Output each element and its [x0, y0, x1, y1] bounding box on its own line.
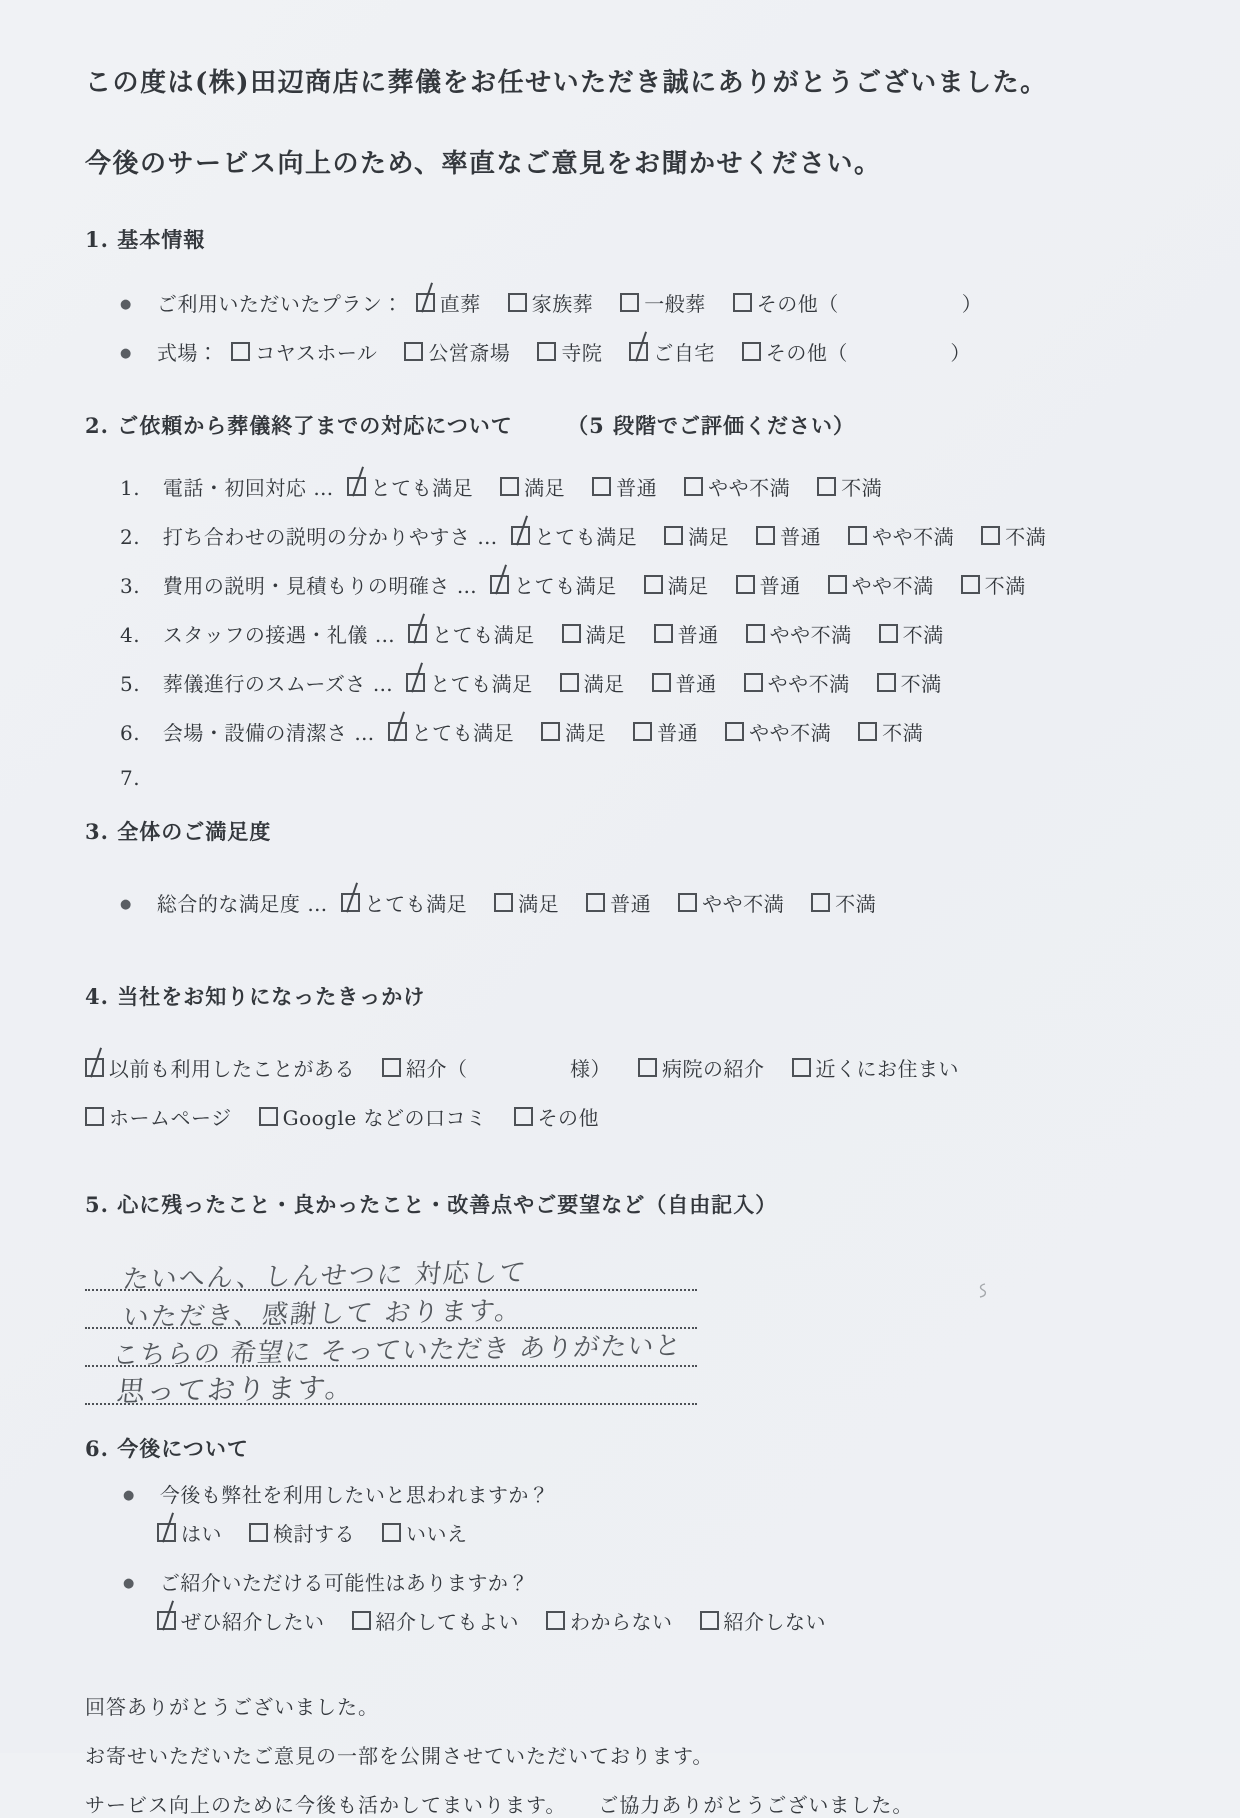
- checkbox-unchecked[interactable]: [654, 624, 673, 643]
- section1-title: 1. 基本情報: [85, 227, 206, 252]
- option: [341, 892, 468, 916]
- option: [733, 292, 983, 316]
- checkbox-unchecked[interactable]: [961, 575, 980, 594]
- handwriting-line: [85, 1253, 697, 1296]
- checkbox-unchecked[interactable]: [858, 722, 877, 741]
- checkbox-unchecked[interactable]: [652, 673, 671, 692]
- form-row: [120, 337, 1170, 366]
- option: [858, 721, 923, 745]
- rating-row: [120, 472, 1170, 501]
- rating-row: [120, 521, 1170, 550]
- rating-row: [120, 717, 1170, 746]
- checkbox-unchecked[interactable]: [742, 342, 761, 361]
- checkbox-checked[interactable]: [388, 722, 407, 741]
- checkbox-unchecked[interactable]: [231, 342, 250, 361]
- option: [817, 476, 882, 500]
- rating-row: [120, 668, 1170, 697]
- option-label: 普通: [610, 892, 652, 916]
- option: [877, 672, 942, 696]
- rating-options: [408, 623, 971, 647]
- handwritten-text: 思っております。: [115, 1370, 357, 1409]
- section3-title: 3. 全体のご満足度: [85, 819, 272, 844]
- overall-satisfaction-row: [120, 888, 1170, 917]
- option: [382, 1057, 611, 1081]
- option: [404, 341, 510, 365]
- checkbox-checked[interactable]: [408, 624, 427, 643]
- option: [408, 623, 535, 647]
- footer-line: サービス向上のために今後も活かしてまいります。 ご協力ありがとうございました。: [85, 1793, 914, 1817]
- checkbox-unchecked[interactable]: [877, 673, 896, 692]
- row-options: [157, 1522, 495, 1546]
- option-label: 不満: [882, 721, 924, 745]
- handwritten-text: たいへん、しんせつに 対応して: [121, 1257, 529, 1296]
- header-line-2: 今後のサービス向上のため、率直なご意見をお聞かせください。: [85, 149, 882, 179]
- checkbox-checked[interactable]: [85, 1058, 104, 1077]
- rating-label: 打ち合わせの説明の分かりやすさ …: [162, 525, 498, 549]
- option: [654, 623, 719, 647]
- section6-questions: [85, 1479, 1170, 1635]
- checkbox-unchecked[interactable]: [817, 477, 836, 496]
- option: [514, 1106, 600, 1130]
- question-label-row: [123, 1567, 1170, 1596]
- option: [85, 1106, 232, 1130]
- option: [629, 341, 715, 365]
- rating-row: [120, 766, 1170, 790]
- footer: [85, 1691, 1170, 1818]
- option-label: 公営斎場: [428, 341, 511, 365]
- option: [736, 574, 801, 598]
- checkbox-unchecked[interactable]: [828, 575, 847, 594]
- option-label: その他（ ）: [765, 341, 971, 365]
- section4-rows: [85, 1053, 1170, 1131]
- checkbox-unchecked[interactable]: [546, 1611, 565, 1630]
- option-label: 満足: [524, 476, 566, 500]
- checkbox-checked[interactable]: [406, 673, 425, 692]
- option: [811, 892, 876, 916]
- row-label: ご利用いただいたプラン：: [156, 292, 403, 316]
- option-label: やや不満: [851, 574, 934, 598]
- option-label: 検討する: [273, 1522, 355, 1546]
- option-label: 満足: [667, 574, 709, 598]
- bullet-icon: ●: [120, 897, 132, 912]
- option: [500, 476, 565, 500]
- checkbox-unchecked[interactable]: [249, 1523, 268, 1542]
- bullet-icon: ●: [120, 297, 132, 312]
- checkbox-unchecked[interactable]: [500, 477, 519, 496]
- option-label: 不満: [1005, 525, 1047, 549]
- option: [684, 476, 790, 500]
- option: [961, 574, 1026, 598]
- option: [620, 292, 706, 316]
- option-label: 満足: [688, 525, 730, 549]
- option-label: 普通: [657, 721, 699, 745]
- checkbox-unchecked[interactable]: [382, 1058, 401, 1077]
- option: [85, 1057, 355, 1081]
- checkbox-unchecked[interactable]: [494, 893, 513, 912]
- option: [744, 672, 850, 696]
- checkbox-checked[interactable]: [416, 293, 435, 312]
- checkbox-unchecked[interactable]: [633, 722, 652, 741]
- option: [848, 525, 954, 549]
- checkbox-unchecked[interactable]: [664, 526, 683, 545]
- question-block: [85, 1479, 1170, 1547]
- footer-line: お寄せいただいたご意見の一部を公開させていただいております。: [85, 1744, 714, 1768]
- option: [562, 623, 627, 647]
- option-label: いいえ: [406, 1522, 468, 1546]
- option-label: はい: [181, 1522, 222, 1546]
- form-row: [120, 288, 1170, 317]
- item-number: 1.: [120, 476, 141, 500]
- checkbox-unchecked[interactable]: [586, 893, 605, 912]
- rating-label: 電話・初回対応 …: [162, 476, 334, 500]
- checkbox-unchecked[interactable]: [352, 1611, 371, 1630]
- checkbox-checked[interactable]: [490, 575, 509, 594]
- option: [792, 1057, 960, 1081]
- option-label: 家族葬: [531, 292, 594, 316]
- option-label: やや不満: [769, 623, 852, 647]
- row-options: [231, 341, 998, 365]
- option-label: ぜひ紹介したい: [181, 1610, 325, 1634]
- item-number: 4.: [120, 623, 141, 647]
- option-label: とても満足: [411, 721, 515, 745]
- checkbox-unchecked[interactable]: [404, 342, 423, 361]
- option-label: Google などの口コミ: [282, 1106, 487, 1130]
- option-label: 不満: [900, 672, 942, 696]
- ink-smudge-artifact: [976, 1282, 990, 1300]
- checkbox-unchecked[interactable]: [811, 893, 830, 912]
- checkbox-checked[interactable]: [511, 526, 530, 545]
- option: [756, 525, 821, 549]
- handwritten-text: こちらの 希望に そっていただき ありがたいと: [111, 1331, 684, 1372]
- checkbox-checked[interactable]: [157, 1611, 176, 1630]
- section3-rows: [120, 888, 1170, 917]
- option: [644, 574, 709, 598]
- checkbox-unchecked[interactable]: [85, 1107, 104, 1126]
- handwriting-line: [85, 1367, 697, 1409]
- row-options: [416, 292, 1010, 316]
- checkbox-unchecked[interactable]: [725, 722, 744, 741]
- source-options-row: [85, 1102, 1170, 1131]
- option-label: 普通: [759, 574, 801, 598]
- option: [406, 672, 533, 696]
- checkbox-unchecked[interactable]: [744, 673, 763, 692]
- option: [494, 892, 559, 916]
- option-label: とても満足: [430, 672, 533, 696]
- option-label: 満足: [565, 721, 607, 745]
- rating-row: [120, 570, 1170, 599]
- handwriting-line: [85, 1329, 697, 1372]
- rating-options: [406, 672, 969, 696]
- option-label: その他: [537, 1106, 600, 1130]
- option-label: とても満足: [364, 892, 468, 916]
- option: [541, 721, 606, 745]
- item-number: 3.: [120, 574, 141, 598]
- option: [652, 672, 717, 696]
- checkbox-unchecked[interactable]: [756, 526, 775, 545]
- checkbox-checked[interactable]: [157, 1523, 176, 1542]
- option: [638, 1057, 765, 1081]
- rating-options: [490, 574, 1053, 598]
- section2-title: [85, 410, 1170, 440]
- option-label: とても満足: [534, 525, 638, 549]
- option-label: 満足: [583, 672, 625, 696]
- section2-title-text: 2. ご依頼から葬儀終了までの対応について: [85, 413, 513, 438]
- question-label: ご紹介いただける可能性はありますか？: [159, 1571, 529, 1595]
- option-label: 一般葬: [644, 292, 706, 316]
- option: [742, 341, 971, 365]
- checkbox-unchecked[interactable]: [644, 575, 663, 594]
- bullet-icon: ●: [123, 1488, 135, 1503]
- option-label: 直葬: [439, 292, 481, 316]
- option-label: 普通: [677, 623, 719, 647]
- option-label: 近くにお住まい: [815, 1057, 959, 1081]
- rating-row: [120, 619, 1170, 648]
- option-label: 紹介してもよい: [375, 1610, 519, 1634]
- checkbox-unchecked[interactable]: [879, 624, 898, 643]
- checkbox-unchecked[interactable]: [514, 1107, 533, 1126]
- checkbox-unchecked[interactable]: [537, 342, 556, 361]
- option-label: 病院の紹介: [662, 1057, 765, 1081]
- option: [511, 525, 638, 549]
- free-text-area[interactable]: [85, 1253, 697, 1409]
- item-number: 6.: [120, 721, 141, 745]
- row-label: 総合的な満足度 …: [156, 892, 328, 916]
- option: [678, 892, 784, 916]
- option-label: 紹介（ 様）: [406, 1057, 611, 1081]
- checkbox-unchecked[interactable]: [848, 526, 867, 545]
- option: [157, 1522, 222, 1546]
- option: [546, 1610, 673, 1634]
- question-block: [85, 1567, 1170, 1635]
- item-number: 2.: [120, 525, 141, 549]
- row-options: [341, 892, 904, 916]
- bullet-icon: ●: [123, 1576, 135, 1591]
- checkbox-unchecked[interactable]: [981, 526, 1000, 545]
- handwriting-line: [85, 1291, 697, 1334]
- section6-title: 6. 今後について: [85, 1436, 249, 1461]
- checkbox-unchecked[interactable]: [792, 1058, 811, 1077]
- footer-line: 回答ありがとうございました。: [85, 1695, 379, 1719]
- option-label: やや不満: [872, 525, 955, 549]
- option: [490, 574, 617, 598]
- option-label: 紹介しない: [723, 1610, 826, 1634]
- option: [231, 341, 377, 365]
- rating-options: [388, 721, 951, 745]
- option: [259, 1106, 487, 1130]
- rating-label: 費用の説明・見積もりの明確さ …: [162, 574, 478, 598]
- option-label: 不満: [984, 574, 1026, 598]
- rating-options: [511, 525, 1074, 549]
- item-number: 5.: [120, 672, 141, 696]
- checkbox-unchecked[interactable]: [736, 575, 755, 594]
- option: [828, 574, 934, 598]
- option: [157, 1610, 325, 1634]
- rating-label: 葬儀進行のスムーズさ …: [162, 672, 394, 696]
- checkbox-unchecked[interactable]: [746, 624, 765, 643]
- checkbox-unchecked[interactable]: [508, 293, 527, 312]
- checkbox-unchecked[interactable]: [560, 673, 579, 692]
- row-options: [157, 1610, 853, 1634]
- option-label: やや不満: [749, 721, 832, 745]
- option-label: わからない: [570, 1610, 673, 1634]
- option: [746, 623, 852, 647]
- checkbox-checked[interactable]: [347, 477, 366, 496]
- bullet-icon: ●: [120, 346, 132, 361]
- option: [981, 525, 1046, 549]
- option: [725, 721, 831, 745]
- option: [416, 292, 481, 316]
- option-label: やや不満: [702, 892, 785, 916]
- option: [700, 1610, 827, 1634]
- row-options: [85, 1057, 986, 1081]
- option-label: コヤスホール: [255, 341, 378, 365]
- question-label-row: [123, 1479, 1170, 1508]
- option-label: やや不満: [708, 476, 791, 500]
- rating-label: スタッフの接遇・礼儀 …: [162, 623, 396, 647]
- source-options-row: [85, 1053, 1170, 1082]
- option: [592, 476, 657, 500]
- option: [249, 1522, 355, 1546]
- question-label: 今後も弊社を利用したいと思われますか？: [159, 1483, 550, 1507]
- checkbox-unchecked[interactable]: [638, 1058, 657, 1077]
- option-label: とても満足: [370, 476, 474, 500]
- option: [347, 476, 474, 500]
- rating-options: [347, 476, 910, 500]
- checkbox-unchecked[interactable]: [678, 893, 697, 912]
- checkbox-unchecked[interactable]: [259, 1107, 278, 1126]
- item-number: 7.: [120, 766, 141, 790]
- checkbox-checked[interactable]: [629, 342, 648, 361]
- row-options: [85, 1106, 626, 1130]
- rating-label: 会場・設備の清潔さ …: [162, 721, 375, 745]
- option-label: 不満: [841, 476, 883, 500]
- checkbox-unchecked[interactable]: [382, 1523, 401, 1542]
- section1-rows: [120, 288, 1170, 366]
- question-options-row: [157, 1518, 1170, 1547]
- option-label: 満足: [518, 892, 560, 916]
- option: [537, 341, 602, 365]
- option-label: ホームページ: [109, 1106, 232, 1130]
- option-label: その他（ ）: [756, 292, 983, 316]
- option-label: やや不満: [767, 672, 850, 696]
- checkbox-checked[interactable]: [341, 893, 360, 912]
- option-label: 普通: [616, 476, 658, 500]
- option: [586, 892, 651, 916]
- row-label: 式場：: [156, 341, 219, 365]
- option-label: 普通: [780, 525, 822, 549]
- option: [388, 721, 515, 745]
- header-line-1: この度は(株)田辺商店に葬儀をお任せいただき誠にありがとうございました。: [85, 68, 1048, 98]
- checkbox-unchecked[interactable]: [700, 1611, 719, 1630]
- section2-items: [120, 472, 1170, 790]
- handwritten-text: いただき、感謝して おります。: [121, 1296, 525, 1334]
- option-label: 不満: [902, 623, 944, 647]
- option-label: ご自宅: [653, 341, 715, 365]
- option: [382, 1522, 468, 1546]
- checkbox-unchecked[interactable]: [541, 722, 560, 741]
- option: [560, 672, 625, 696]
- section4-title: 4. 当社をお知りになったきっかけ: [85, 984, 426, 1009]
- checkbox-unchecked[interactable]: [592, 477, 611, 496]
- option-label: 寺院: [561, 341, 603, 365]
- option-label: 以前も利用したことがある: [109, 1057, 355, 1081]
- question-options-row: [157, 1606, 1170, 1635]
- option-label: とても満足: [514, 574, 617, 598]
- option-label: とても満足: [432, 623, 535, 647]
- checkbox-unchecked[interactable]: [684, 477, 703, 496]
- option-label: 満足: [585, 623, 627, 647]
- checkbox-unchecked[interactable]: [620, 293, 639, 312]
- checkbox-unchecked[interactable]: [562, 624, 581, 643]
- option-label: 不満: [835, 892, 877, 916]
- option: [352, 1610, 520, 1634]
- option: [664, 525, 729, 549]
- section2-note: （5 段階でご評価ください）: [567, 413, 856, 438]
- checkbox-unchecked[interactable]: [733, 293, 752, 312]
- section5-title: 5. 心に残ったこと・良かったこと・改善点やご要望など（自由記入）: [85, 1192, 778, 1217]
- option-label: 普通: [675, 672, 717, 696]
- option: [633, 721, 698, 745]
- option: [508, 292, 594, 316]
- option: [879, 623, 944, 647]
